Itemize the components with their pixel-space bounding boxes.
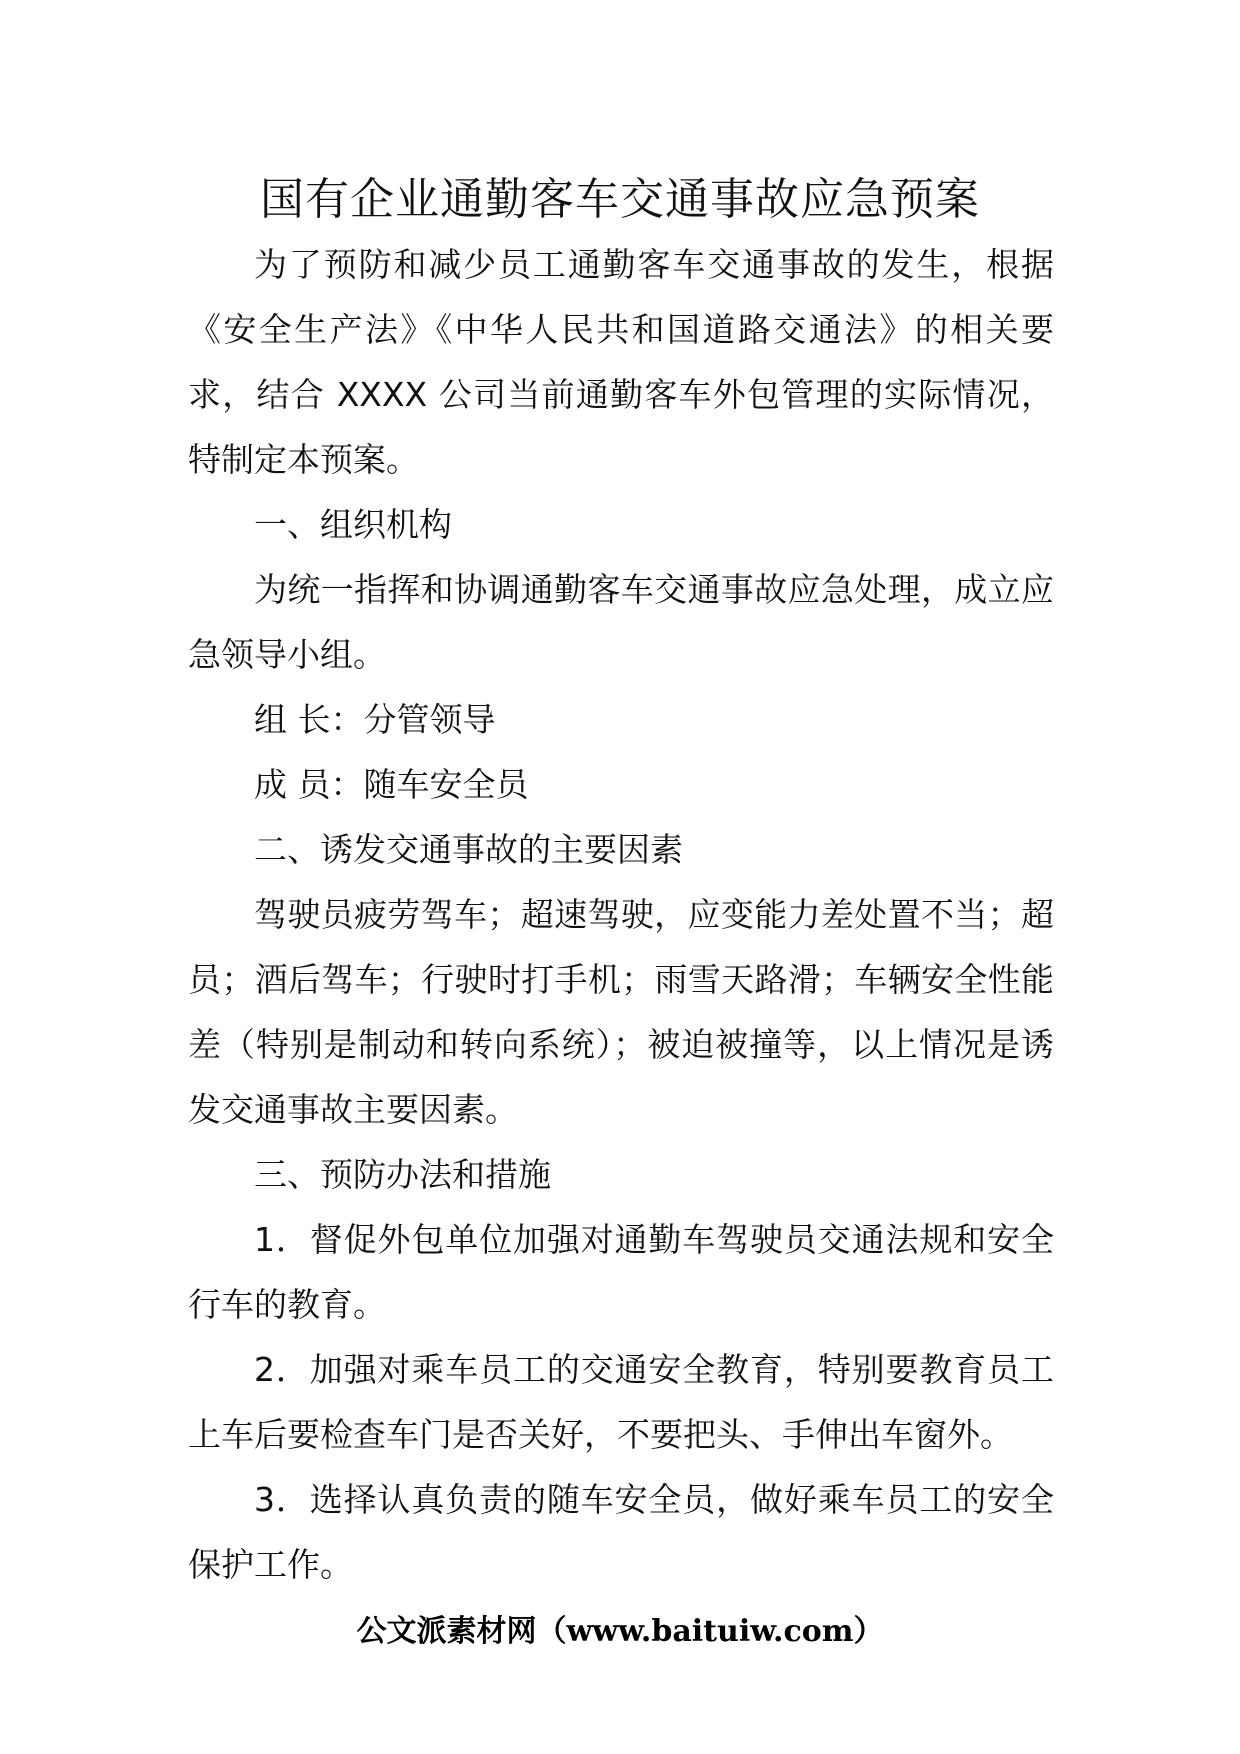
- paragraph-organization: 为统一指挥和协调通勤客车交通事故应急处理，成立应急领导小组。: [188, 570, 1054, 674]
- paragraph-leader: 组 长：分管领导: [254, 700, 496, 739]
- list-item-2: 2．加强对乘车员工的交通安全教育，特别要教育员工上车后要检查车门是否关好，不要把头、手伸出车窗外。: [188, 1350, 1054, 1454]
- paragraph-intro: 为了预防和减少员工通勤客车交通事故的发生，根据《安全生产法》《中华人民共和国道路交通法》的相关要求，结合 XXXX 公司当前通勤客车外包管理的实际情况，特制定本预案。: [188, 245, 1054, 479]
- list-item-1: 1．督促外包单位加强对通勤车驾驶员交通法规和安全行车的教育。: [188, 1220, 1054, 1324]
- footer-watermark: 公文派素材网（www.baituiw.com）: [356, 1614, 884, 1649]
- list-item-3: 3．选择认真负责的随车安全员，做好乘车员工的安全保护工作。: [188, 1480, 1054, 1584]
- paragraph-members: 成 员：随车安全员: [254, 765, 529, 804]
- document-body: [188, 232, 1054, 1597]
- paragraph-causes: 驾驶员疲劳驾车；超速驾驶，应变能力差处置不当；超员；酒后驾车；行驶时打手机；雨雪天路滑；车辆安全性能差（特别是制动和转向系统）；被迫被撞等，以上情况是诱发交通事故主要因素。: [188, 895, 1054, 1129]
- section-heading-prevention: 三、预防办法和措施: [254, 1155, 551, 1194]
- section-heading-causes: 二、诱发交通事故的主要因素: [254, 830, 683, 869]
- document-title: 国有企业通勤客车交通事故应急预案: [260, 174, 980, 225]
- section-heading-organization: 一、组织机构: [254, 505, 452, 544]
